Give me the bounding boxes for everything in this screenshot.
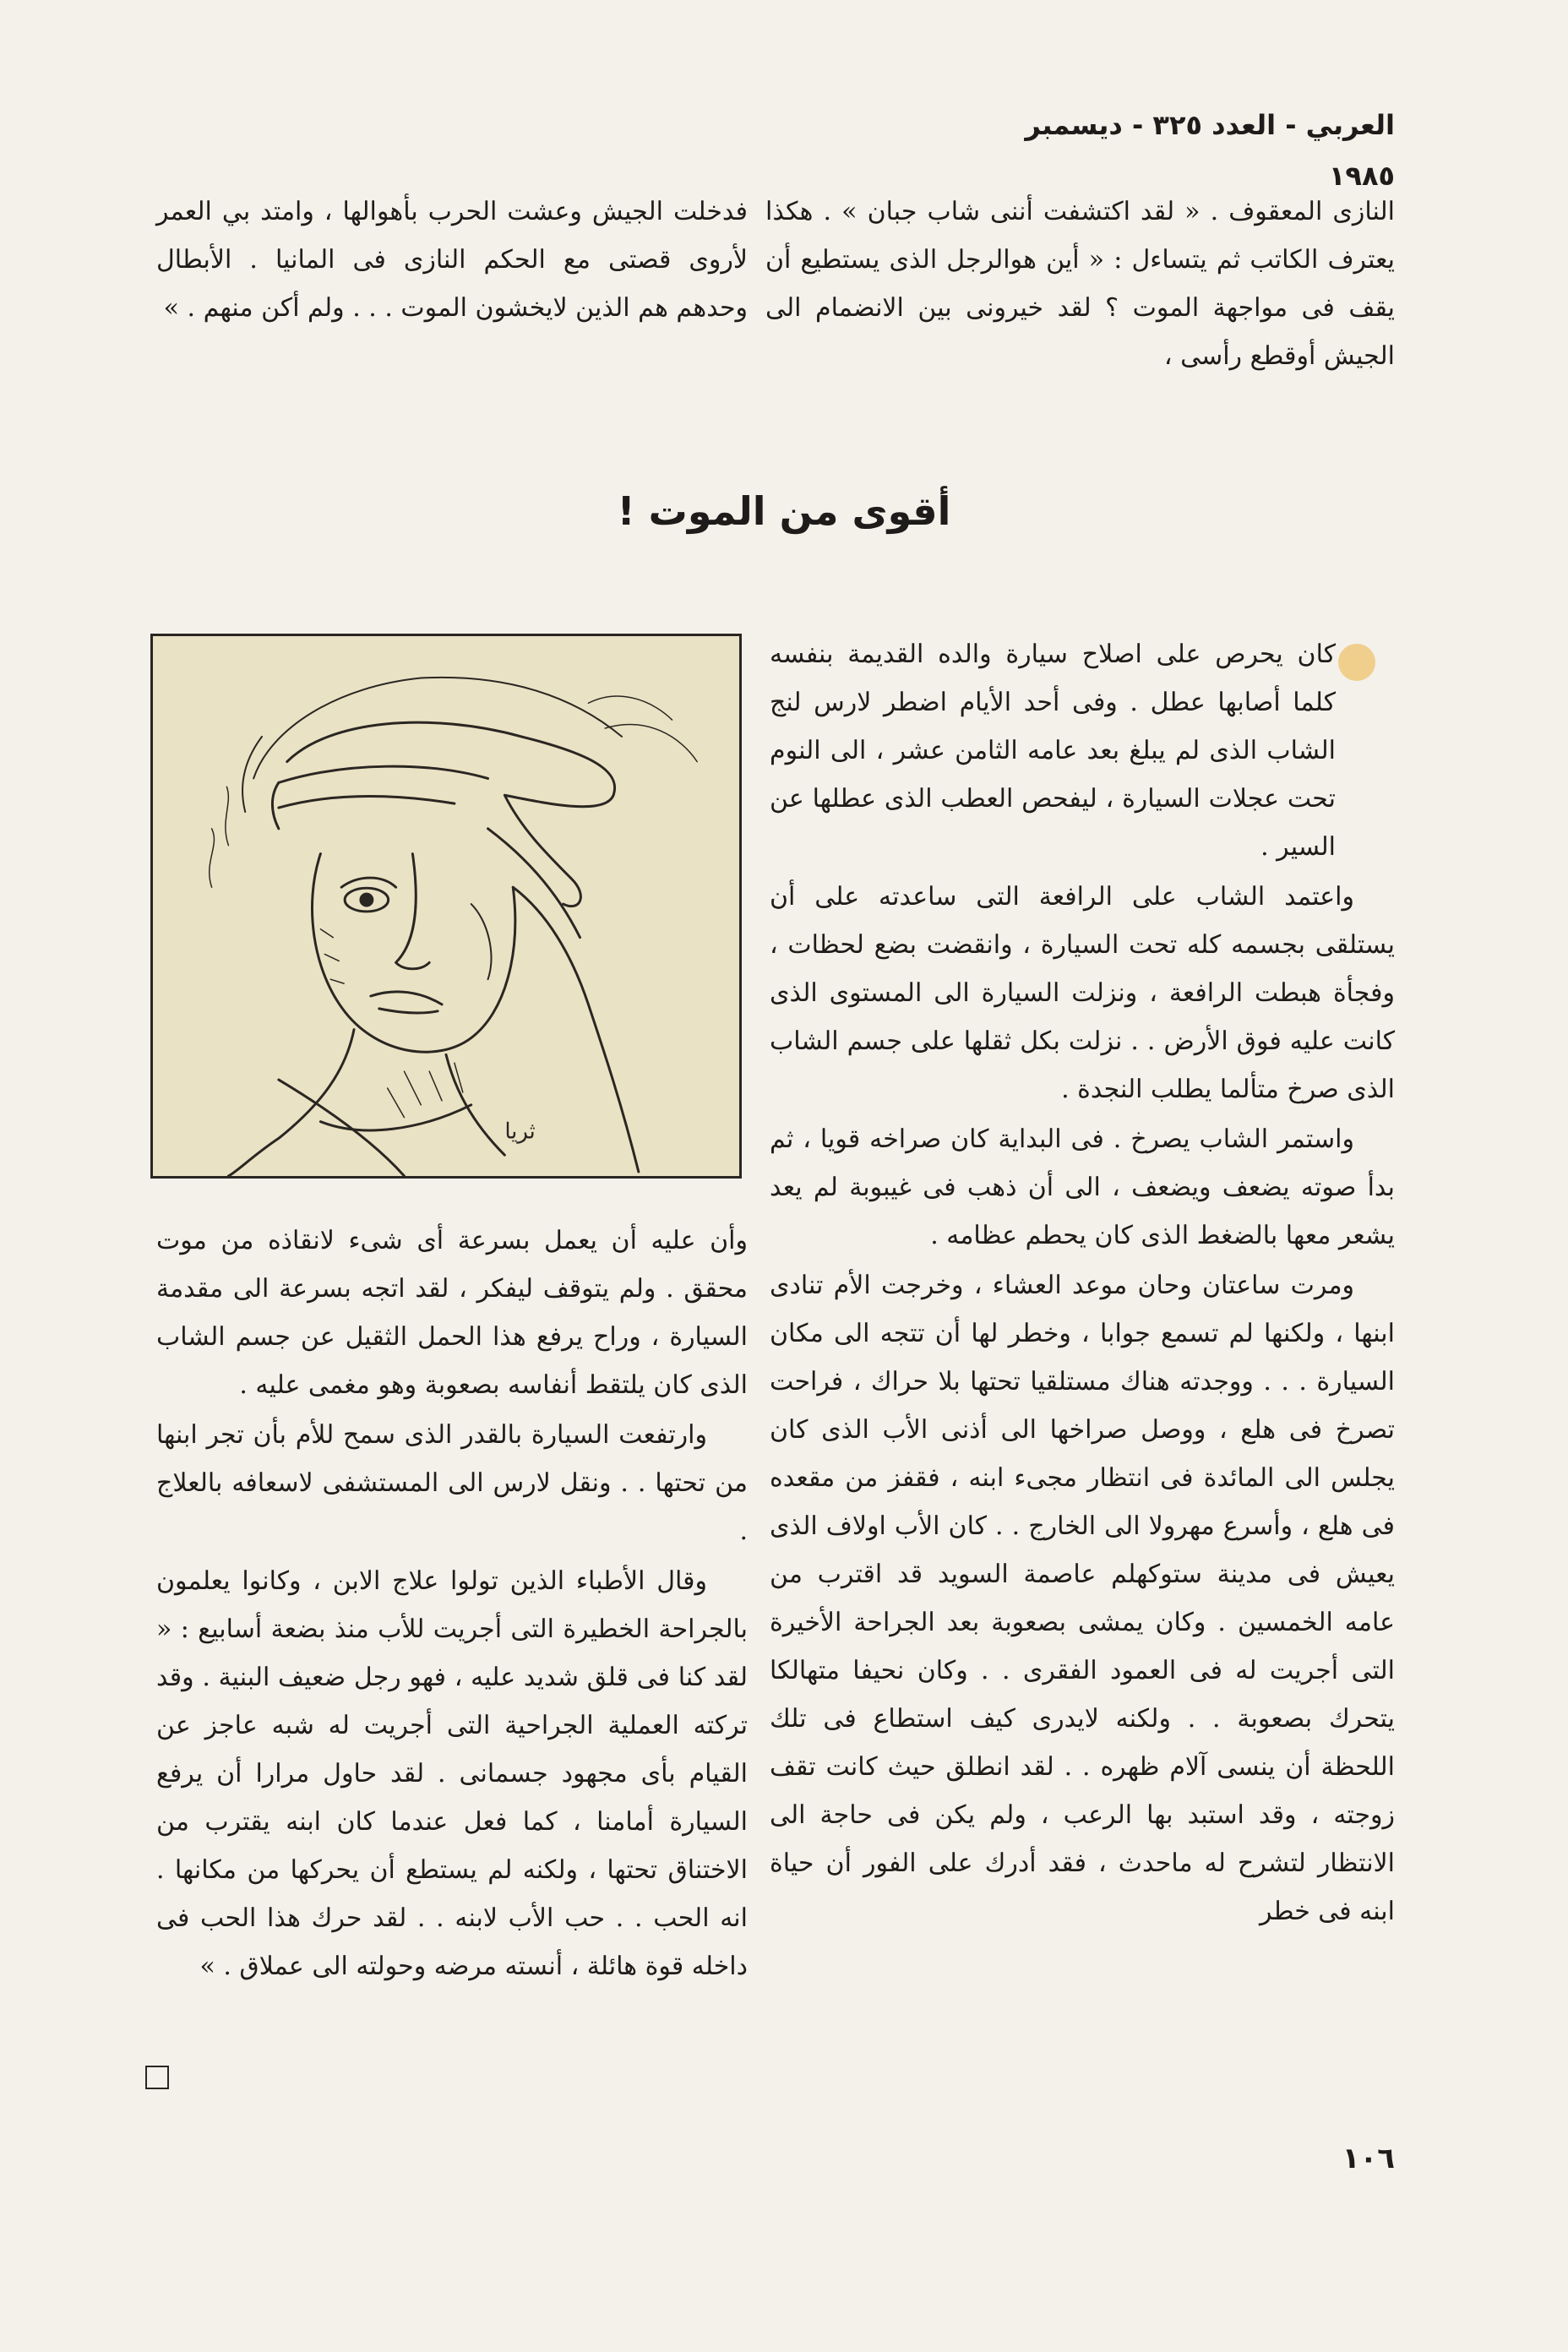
- paragraph: واستمر الشاب يصرخ . فى البداية كان صراخه قويا ، ثم بدأ صوته يضعف ويضعف ، الى أن ذهب فى غيبوبة لم يعد يشعر معها بالضغط الذى كان يحطم عظامه .: [770, 1124, 1395, 1250]
- artist-signature: ثريا: [504, 1119, 536, 1145]
- prev-article-right-column: [765, 188, 1395, 382]
- article-left-column: [156, 1217, 748, 1992]
- article-illustration: [150, 634, 742, 1179]
- page-number: ١٠٦: [1342, 2142, 1395, 2175]
- article-right-column: [770, 630, 1395, 1937]
- paragraph: وارتفعت السيارة بالقدر الذى سمح للأم بأن تجر ابنها من تحتها . . ونقل لارس الى المستشفى لاسعافه بالعلاج .: [156, 1420, 748, 1546]
- paragraph: ومرت ساعتان وحان موعد العشاء ، وخرجت الأم تنادى ابنها ، ولكنها لم تسمع جوابا ، وخطر لها أن تتجه الى مكان السيارة . . . ووجدته هناك مستلقيا تحتها بلا حراك ، فراحت تصرخ فى هلع ، ووصل صراخها الى أذنى الأب الذى كان يجلس الى المائدة فى انتظار مجىء ابنه ، فقفز من مقعده فى هلع ، وأسرع مهرولا الى الخارج . . كان الأب اولاف الذى يعيش فى مدينة ستوكهلم عاصمة السويد قد اقترب من عامه الخمسين . وكان يمشى بصعوبة بعد الجراحة الأخيرة التى أجريت له فى العمود الفقرى . . وكان نحيفا متهالكا يتحرك بصعوبة . . ولكنه لايدرى كيف استطاع فى تلك اللحظة أن ينسى آلام ظهره . . لقد انطلق حيث كانت تقف زوجته ، وقد استبد بها الرعب ، ولم يكن فى حاجة الى الانتظار لتشرح له ماحدث ، فقد أدرك على الفور أن حياة ابنه فى خطر: [770, 1271, 1395, 1926]
- paragraph: فدخلت الجيش وعشت الحرب بأهوالها ، وامتد بي العمر لأروى قصتى مع الحكم النازى فى المانيا . الأبطال وحدهم هم الذين لايخشون الموت . . . ولم أكن منهم . »: [156, 197, 748, 323]
- paragraph: واعتمد الشاب على الرافعة التى ساعدته على أن يستلقى بجسمه كله تحت السيارة ، وانقضت بضع لحظات ، وفجأة هبطت الرافعة ، ونزلت السيارة الى المستوى الذى كانت عليه فوق الأرض . . نزلت بكل ثقلها على جسم الشاب الذى صرخ متألما يطلب النجدة .: [770, 882, 1395, 1104]
- end-square-icon: [145, 2066, 169, 2089]
- paragraph: كان يحرص على اصلاح سيارة والده القديمة بنفسه كلما أصابها عطل . وفى أحد الأيام اضطر لارس لنج الشاب الذى لم يبلغ بعد عامه الثامن عشر ، الى النوم تحت عجلات السيارة ، ليفحص العطب الذى عطلها عن السير .: [770, 640, 1336, 862]
- paragraph: النازى المعقوف . « لقد اكتشفت أننى شاب جبان » . هكذا يعترف الكاتب ثم يتساءل : « أين هوالرجل الذى يستطيع أن يقف فى مواجهة الموت ؟ لقد خيرونى بين الانضمام الى الجيش أوقطع رأسى ،: [765, 197, 1395, 371]
- prev-article-left-column: [156, 188, 748, 334]
- running-head: العربي - العدد ٣٢٥ - ديسمبر ١٩٨٥: [1025, 109, 1395, 192]
- paragraph: وقال الأطباء الذين تولوا علاج الابن ، وكانوا يعلمون بالجراحة الخطيرة التى أجريت للأب منذ بضعة أسابيع : « لقد كنا فى قلق شديد عليه ، فهو رجل ضعيف البنية . وقد تركته العملية الجراحية التى أجريت له شبه عاجز عن القيام بأى مجهود جسمانى . لقد حاول مرارا أن يرفع السيارة أمامنا ، كما فعل عندما كان ابنه يقترب من الاختناق تحتها ، ولكنه لم يستطع أن يحركها من مكانها . انه الحب . . حب الأب لابنه . . لقد حرك هذا الحب فى داخله قوة هائلة ، أنسته مرضه وحولته الى عملاق . »: [156, 1566, 748, 1981]
- article-title: أقوى من الموت !: [617, 488, 951, 534]
- end-of-article-mark: [145, 2066, 174, 2089]
- man-head-sketch-icon: [153, 636, 739, 1176]
- paragraph: وأن عليه أن يعمل بسرعة أى شىء لانقاذه من موت محقق . ولم يتوقف ليفكر ، لقد اتجه بسرعة الى مقدمة السيارة ، وراح يرفع هذا الحمل الثقيل عن جسم الشاب الذى كان يلتقط أنفاسه بصعوبة وهو مغمى عليه .: [156, 1226, 748, 1400]
